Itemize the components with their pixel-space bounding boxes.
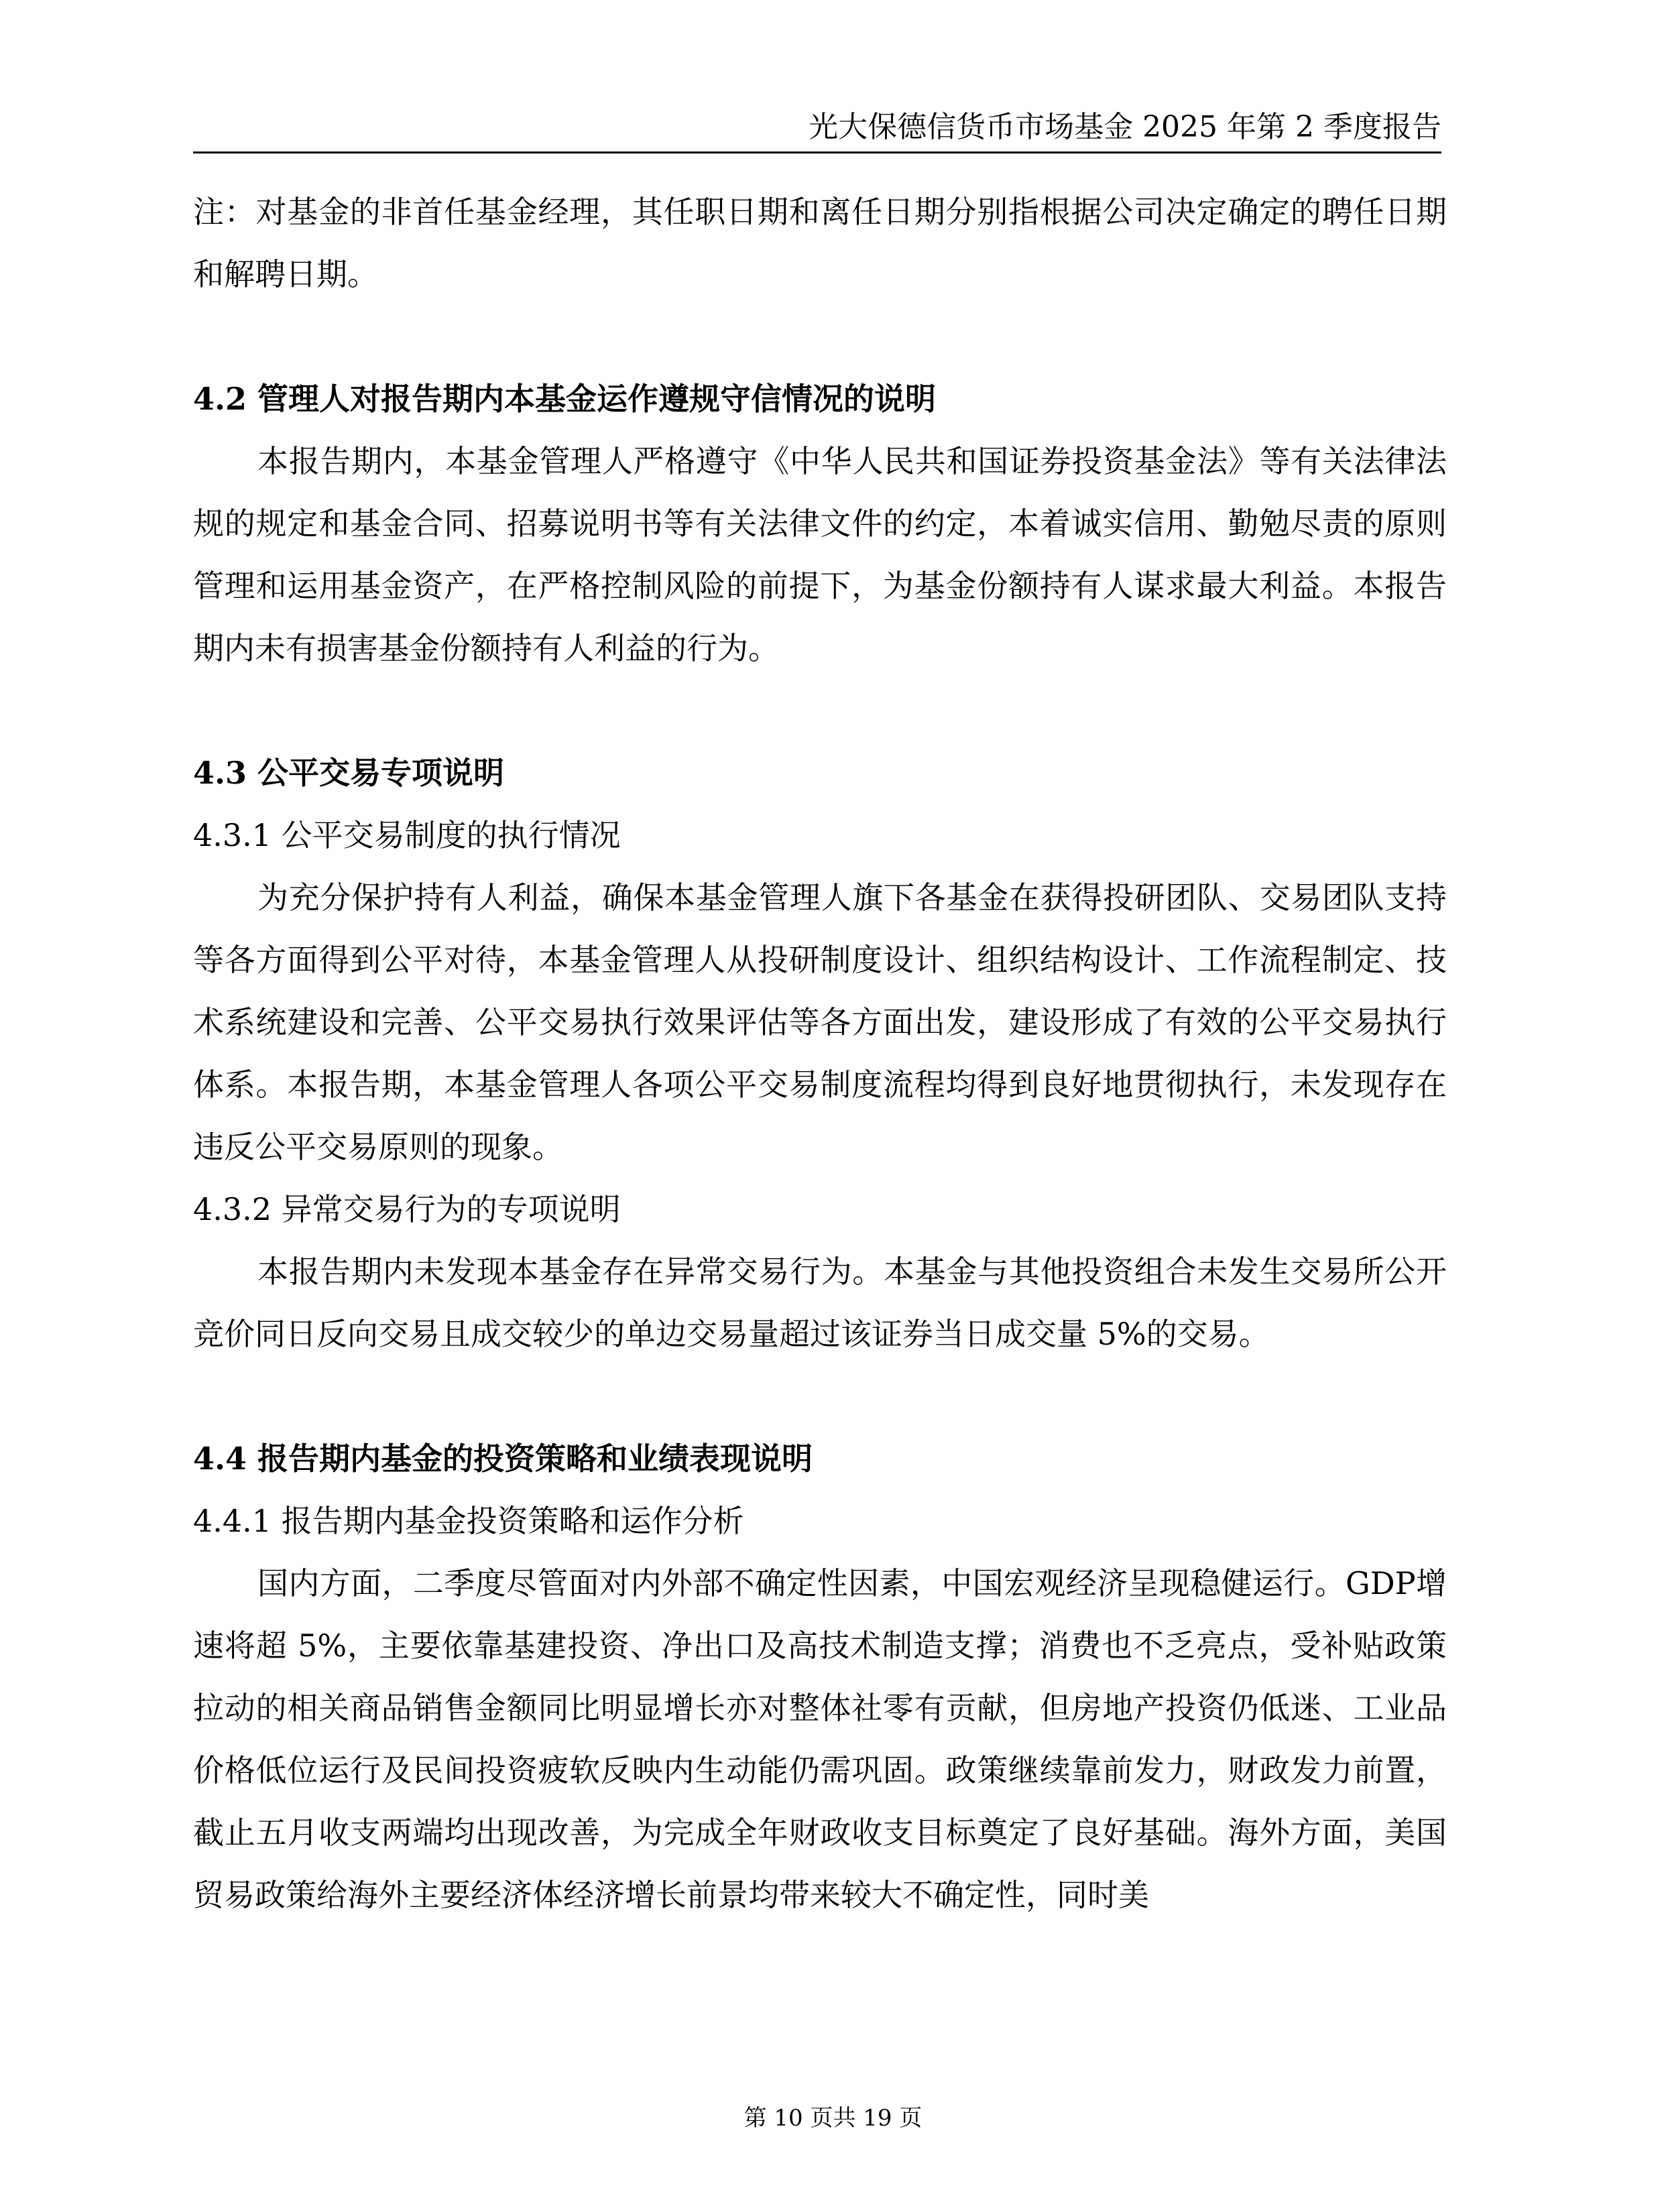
manager-note: 注：对基金的非首任基金经理，其任职日期和离任日期分别指根据公司决定确定的聘任日期和解聘日期。 — [193, 194, 1447, 292]
section-4-3-1-body: 为充分保护持有人利益，确保本基金管理人旗下各基金在获得投研团队、交易团队支持等各方面得到公平对待，本基金管理人从投研制度设计、组织结构设计、工作流程制定、技术系统建设和完善、公平交易执行效果评估等各方面出发，建设形成了有效的公平交易执行体系。本报告期，本基金管理人各项公平交易制度流程均得到良好地贯彻执行，未发现存在违反公平交易原则的现象。 — [193, 879, 1447, 1165]
page-header: 光大保德信货币市场基金 2025 年第 2 季度报告 — [193, 107, 1441, 153]
section-4-4-1-title: 4.4.1 报告期内基金投资策略和运作分析 — [193, 1503, 744, 1539]
page-content — [193, 181, 1447, 1926]
section-4-3-1-title: 4.3.1 公平交易制度的执行情况 — [193, 817, 621, 853]
section-4-3-2-title: 4.3.2 异常交易行为的专项说明 — [193, 1191, 621, 1227]
section-4-4-1-body: 国内方面，二季度尽管面对内外部不确定性因素，中国宏观经济呈现稳健运行。GDP增速将超 5%，主要依靠基建投资、净出口及高技术制造支撑；消费也不乏亮点，受补贴政策拉动的相关商品销售金额同比明显增长亦对整体社零有贡献，但房地产投资仍低迷、工业品价格低位运行及民间投资疲软反映内生动能仍需巩固。政策继续靠前发力，财政发力前置，截止五月收支两端均出现改善，为完成全年财政收支目标奠定了良好基础。海外方面，美国贸易政策给海外主要经济体经济增长前景均带来较大不确定性，同时美 — [193, 1565, 1447, 1913]
section-4-2-title: 4.2 管理人对报告期内本基金运作遵规守信情况的说明 — [193, 381, 937, 417]
section-4-2-body: 本报告期内，本基金管理人严格遵守《中华人民共和国证券投资基金法》等有关法律法规的规定和基金合同、招募说明书等有关法律文件的约定，本着诚实信用、勤勉尽责的原则管理和运用基金资产，在严格控制风险的前提下，为基金份额持有人谋求最大利益。本报告期内未有损害基金份额持有人利益的行为。 — [193, 443, 1447, 666]
page-footer: 第 10 页共 19 页 — [743, 2105, 923, 2132]
section-4-3-2-body: 本报告期内未发现本基金存在异常交易行为。本基金与其他投资组合未发生交易所公开竞价同日反向交易且成交较少的单边交易量超过该证券当日成交量 5%的交易。 — [193, 1253, 1447, 1352]
spacer — [193, 680, 1447, 742]
section-4-3-title: 4.3 公平交易专项说明 — [193, 755, 505, 791]
spacer — [193, 1365, 1447, 1428]
section-4-4-title: 4.4 报告期内基金的投资策略和业绩表现说明 — [193, 1440, 813, 1477]
spacer — [193, 306, 1447, 368]
